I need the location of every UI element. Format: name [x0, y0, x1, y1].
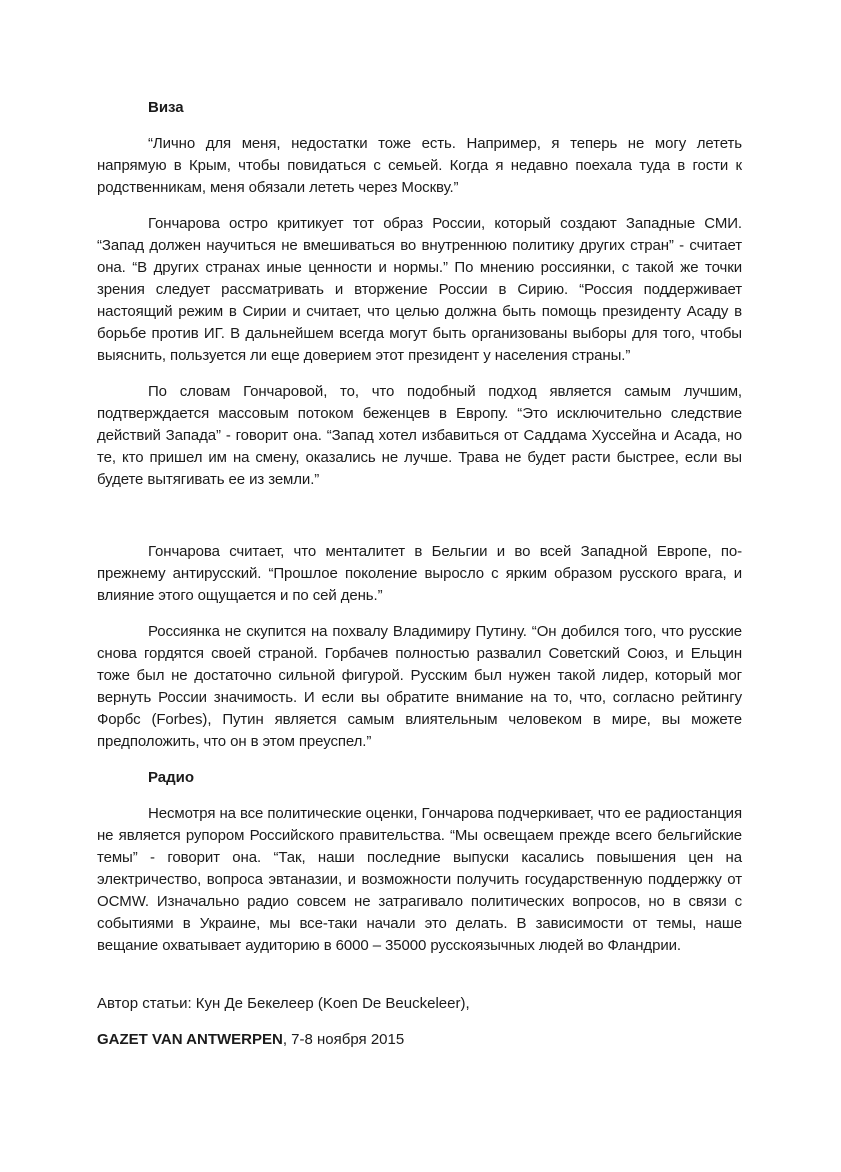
publication-line	[97, 1029, 742, 1051]
paragraph-media-criticism: Гончарова остро критикует тот образ России, который создают Западные СМИ. “Запад должен научиться не вмешиваться во внутреннюю политику других стран” - считает она. “В других странах иные ценности и нормы.” По мнению россиянки, с такой же точки зрения следует рассматривать и вторжение России в Сирию. “Россия поддерживает настоящий режим в Сирии и считает, что целью должна быть помощь президенту Асаду в борьбе против ИГ. В дальнейшем всегда могут быть организованы выборы для того, чтобы выяснить, пользуется ли еще доверием этот президент у населения страны.”	[97, 215, 742, 364]
paragraph-refugees: По словам Гончаровой, то, что подобный подход является самым лучшим, подтверждается массовым потоком беженцев в Европу. “Это исключительно следствие действий Запада” - говорит она. “Запад хотел избавиться от Саддама Хуссейна и Асада, но те, кто пришел им на смену, оказались не лучше. Трава не будет расти быстрее, если вы будете вытягивать ее из земли.”	[97, 383, 742, 488]
paragraph-visa-quote: “Лично для меня, недостатки тоже есть. Например, я теперь не могу лететь напрямую в Крым, чтобы повидаться с семьей. Когда я недавно поехала туда в гости к родственникам, меня обязали лететь через Москву.”	[97, 135, 742, 196]
author-line: Автор статьи: Кун Де Бекелеер (Koen De Beuckeleer),	[97, 995, 470, 1012]
publication-date: , 7-8 ноября 2015	[282, 1031, 405, 1048]
section-heading-radio: Радио	[148, 769, 195, 786]
paragraph-radio-description: Несмотря на все политические оценки, Гончарова подчеркивает, что ее радиостанция не является рупором Российского правительства. “Мы освещаем прежде всего бельгийские темы” - говорит она. “Так, наши последние выпуски касались повышения цен на электричество, вопроса эвтаназии, и возможности получить государственную поддержку от OCMW. Изначально радио совсем не затрагивало политических вопросов, но в связи с событиями в Украине, мы все-таки начали это делать. В зависимости от темы, наше вещание охватывает аудиторию в 6000 – 35000 русскоязычных людей во Фландрии.	[97, 805, 742, 954]
section-heading-visa: Виза	[148, 99, 184, 116]
empty-paragraph-spacer	[97, 505, 742, 541]
publication-name: GAZET VAN ANTWERPEN	[97, 1031, 283, 1048]
empty-paragraph-spacer	[97, 971, 742, 993]
paragraph-putin-praise: Россиянка не скупится на похвалу Владимиру Путину. “Он добился того, что русские снова гордятся своей страной. Горбачев полностью развалил Советский Союз, и Ельцин тоже был не достаточно сильной фигурой. Русским был нужен такой лидер, который мог вернуть России значимость. И если вы обратите внимание на то, что, согласно рейтингу Форбс (Forbes), Путин является самым влиятельным человеком в мире, вы можете предположить, что он в этом преуспел.”	[97, 623, 742, 750]
paragraph-mentality: Гончарова считает, что менталитет в Бельгии и во всей Западной Европе, по-прежнему антирусский. “Прошлое поколение выросло с ярким образом русского врага, и влияние этого ощущается и по сей день.”	[97, 543, 742, 604]
